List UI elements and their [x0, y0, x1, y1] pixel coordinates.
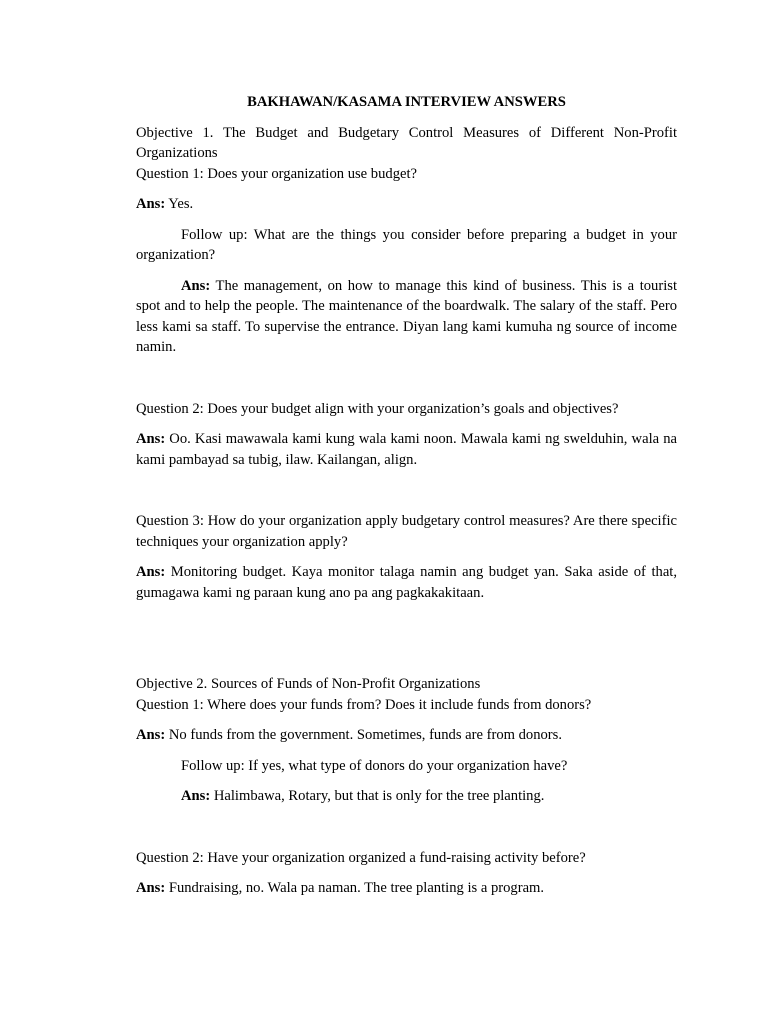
answer-text: Oo. Kasi mawawala kami kung wala kami noon. Mawala kami ng swelduhin, wala na kami pambayad sa tubig, ilaw. Kailangan, align. — [136, 431, 677, 468]
objective-1-question-1: Question 1: Does your organization use budget? — [136, 165, 418, 182]
objective-2-answer-2 — [136, 878, 677, 899]
answer-text: Yes. — [165, 196, 194, 212]
objective-2-followup-answer — [136, 786, 677, 807]
answer-label: Ans: — [181, 788, 211, 804]
answer-label: Ans: — [136, 431, 166, 447]
document-title: BAKHAWAN/KASAMA INTERVIEW ANSWERS — [247, 94, 566, 110]
objective-2-question-2: Question 2: Have your organization organized a fund-raising activity before? — [136, 849, 586, 866]
answer-label: Ans: — [181, 277, 211, 294]
objective-2-heading: Objective 2. Sources of Funds of Non-Profit Organizations — [136, 676, 481, 692]
answer-label: Ans: — [136, 727, 166, 743]
answer-label: Ans: — [136, 196, 166, 212]
answer-text: The management, on how to manage this kind of business. This is a tourist spot and to help the people. The maintenance of the boardwalk. The salary of the staff. Pero less kami sa staff. To supervise the entrance. Diyan lang kami kumuha ng source of income namin. — [136, 277, 677, 355]
answer-label: Ans: — [136, 880, 166, 896]
objective-1-answer-2 — [136, 429, 677, 470]
answer-text: No funds from the government. Sometimes, funds are from donors. — [165, 727, 562, 743]
objective-2-answer-1 — [136, 725, 677, 746]
answer-label: Ans: — [136, 564, 166, 580]
answer-text: Halimbawa, Rotary, but that is only for the tree planting. — [210, 788, 545, 804]
objective-2-question-1: Question 1: Where does your funds from? Does it include funds from donors? — [136, 696, 592, 713]
objective-1-followup-answer — [136, 276, 677, 358]
objective-1-heading: Objective 1. The Budget and Budgetary Control Measures of Different Non-Profit Organizations — [136, 124, 677, 161]
objective-1-answer-3 — [136, 562, 677, 603]
objective-1-question-3: Question 3: How do your organization apply budgetary control measures? Are there specific techniques your organization apply? — [136, 513, 677, 550]
document-page — [136, 92, 677, 899]
objective-1-followup-question: Follow up: What are the things you consider before preparing a budget in your organization? — [136, 226, 677, 263]
objective-1-question-2: Question 2: Does your budget align with your organization’s goals and objectives? — [136, 400, 619, 417]
answer-text: Monitoring budget. Kaya monitor talaga namin ang budget yan. Saka aside of that, gumagawa kami ng paraan kung ano pa ang pagkakakitaan. — [136, 564, 677, 601]
answer-text: Fundraising, no. Wala pa naman. The tree planting is a program. — [165, 880, 545, 896]
objective-2-followup-question: Follow up: If yes, what type of donors do your organization have? — [181, 757, 568, 774]
objective-1-answer-1 — [136, 194, 677, 215]
